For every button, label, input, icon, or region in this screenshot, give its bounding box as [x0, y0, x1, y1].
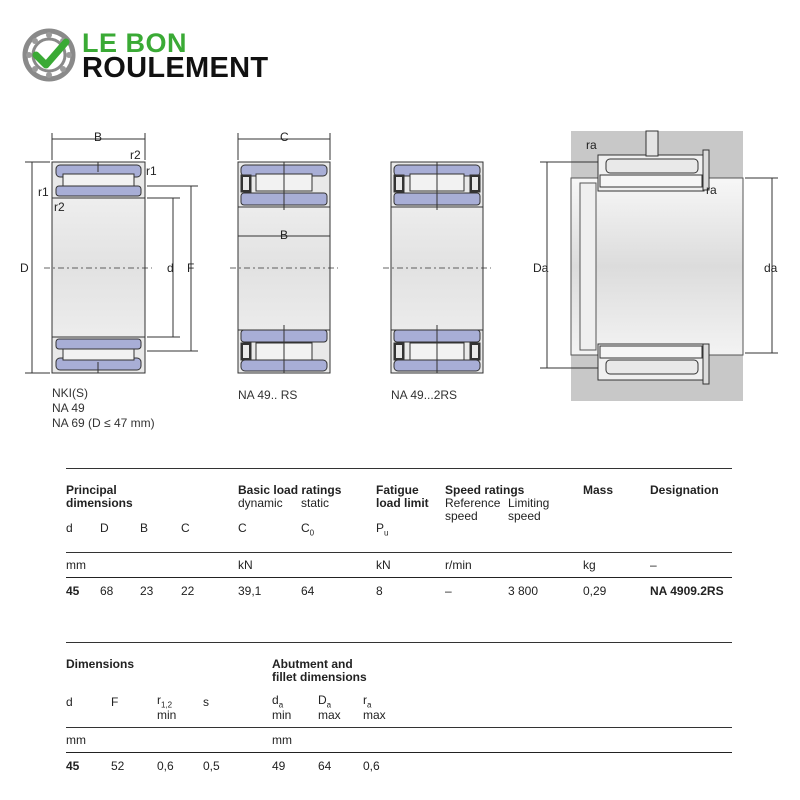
dim-f-label: F: [187, 261, 195, 275]
cell2-s: 0,5: [203, 759, 220, 773]
unit-rmin: r/min: [445, 558, 472, 572]
header-basic-load: Basic load ratings: [238, 483, 342, 497]
dim-c-label: C: [280, 130, 289, 144]
unit-kn: kN: [238, 558, 253, 572]
cell-limiting-speed: 3 800: [508, 584, 539, 598]
header-fillet: fillet dimensions: [272, 670, 367, 684]
header-dimensions-2: Dimensions: [66, 657, 135, 671]
cell-reference-speed: –: [445, 584, 452, 598]
sym2-ra: $r_a$ max: [363, 693, 386, 723]
caption-nki: NKI(S) NA 49 NA 69 (D ≤ 47 mm): [52, 386, 155, 430]
bearing-check-icon: [22, 28, 78, 84]
drawing-abutment: [540, 131, 778, 401]
logo-text-bottom: ROULEMENT: [82, 52, 269, 84]
unit-dash: –: [650, 558, 657, 572]
sym2-r12: $r_{1,2}$ min: [157, 693, 177, 723]
unit2-mm-2: mm: [272, 733, 292, 747]
header-speed: Speed ratings: [445, 483, 525, 497]
brand-logo: [22, 26, 302, 86]
cell2-d: 45: [66, 759, 80, 773]
sym2-Da: $D_a$ max: [318, 693, 341, 723]
cell-static: 64: [301, 584, 315, 598]
sym-C-dynamic: C: [238, 521, 247, 535]
header-fatigue: Fatigue: [376, 483, 419, 497]
header-reference-speed: speed: [445, 509, 478, 523]
header-static: static: [301, 496, 330, 510]
cell-B: 23: [140, 584, 154, 598]
cell2-r12: 0,6: [157, 759, 174, 773]
cell2-ra: 0,6: [363, 759, 380, 773]
header-limiting: Limiting: [508, 496, 550, 510]
cell-designation: NA 4909.2RS: [650, 584, 724, 598]
dim-ra-right-label: ra: [706, 183, 717, 197]
sym2-d: d: [66, 695, 73, 709]
dim-r2-label: r2: [130, 148, 141, 162]
sym2-da: $d_a$ min: [272, 693, 292, 723]
sym-Pu: $P_u$: [376, 521, 389, 538]
header-dynamic: dynamic: [238, 496, 283, 510]
sym2-F: F: [111, 695, 119, 709]
dim-d-inner-label: d: [167, 261, 174, 275]
sym2-s: s: [203, 695, 209, 709]
header-limiting-speed: speed: [508, 509, 541, 523]
cell-dynamic: 39,1: [238, 584, 262, 598]
dim-b-label: B: [94, 130, 103, 144]
drawing-nki: [25, 133, 198, 373]
cell2-da: 49: [272, 759, 286, 773]
cell-pu: 8: [376, 584, 383, 598]
caption-na49-rs: NA 49.. RS: [238, 388, 298, 402]
dim-da-inner-label: da: [764, 261, 778, 275]
cell-mass: 0,29: [583, 584, 607, 598]
drawing-na49-rs: [230, 133, 338, 373]
caption-na49-2rs: NA 49...2RS: [391, 388, 458, 402]
sym-C0: $C_0$: [301, 521, 315, 538]
dim-r1-label: r1: [146, 164, 157, 178]
drawing-na49-2rs: [383, 162, 491, 373]
header-dimensions: dimensions: [66, 496, 133, 510]
unit-kg: kg: [583, 558, 596, 572]
dim-r1-left-label: r1: [38, 185, 49, 199]
sym-C: C: [181, 521, 190, 535]
cell-D: 68: [100, 584, 114, 598]
dim-d-outer-label: D: [20, 261, 29, 275]
unit-kn-2: kN: [376, 558, 391, 572]
cell2-Da: 64: [318, 759, 332, 773]
header-load-limit: load limit: [376, 496, 429, 510]
sym-D: D: [100, 521, 109, 535]
logo-text-top: LE BON: [82, 28, 188, 58]
dim-ra-top-label: ra: [586, 138, 597, 152]
cell-C: 22: [181, 584, 195, 598]
cell2-F: 52: [111, 759, 125, 773]
header-abutment: Abutment and: [272, 657, 353, 671]
header-designation: Designation: [650, 483, 719, 497]
unit-mm: mm: [66, 558, 86, 572]
header-mass: Mass: [583, 483, 614, 497]
dim-r2-left-label: r2: [54, 200, 65, 214]
dim-b2-label: B: [280, 228, 289, 242]
sym-d: d: [66, 521, 73, 535]
unit2-mm: mm: [66, 733, 86, 747]
sym-B: B: [140, 521, 149, 535]
cell-d: 45: [66, 584, 80, 598]
header-principal: Principal: [66, 483, 117, 497]
dim-da-outer-label: Da: [533, 261, 549, 275]
header-reference: Reference: [445, 496, 501, 510]
